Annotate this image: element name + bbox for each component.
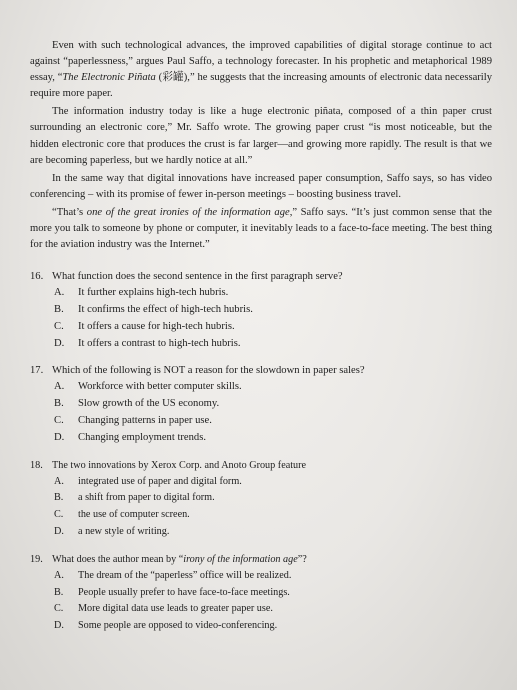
option-b bbox=[30, 302, 492, 319]
option-d bbox=[30, 618, 492, 635]
option-letter: D. bbox=[54, 620, 64, 632]
option-letter: A. bbox=[54, 569, 64, 581]
question-16 bbox=[30, 269, 492, 352]
option-b bbox=[30, 585, 492, 602]
option-letter: A. bbox=[54, 475, 64, 487]
option-letter: D. bbox=[54, 431, 65, 443]
option-c bbox=[30, 507, 492, 524]
option-text: Workforce with better computer skills. bbox=[78, 381, 242, 393]
question-stem bbox=[30, 552, 492, 568]
option-b bbox=[30, 490, 492, 507]
option-d bbox=[30, 524, 492, 541]
passage bbox=[30, 38, 492, 253]
question-stem bbox=[30, 458, 492, 474]
paragraph-4: “That’s one of the great ironies of the information age,” Saffo says. “It’s just common sense that the more you talk to someone by phone or computer, it inevitably leads to a face-to-face meeting. The best thing for the aviation industry was the Internet.” bbox=[30, 206, 492, 251]
option-text: Slow growth of the US economy. bbox=[78, 398, 220, 410]
option-b bbox=[30, 396, 492, 413]
question-number: 18. bbox=[30, 459, 43, 471]
option-text: Changing patterns in paper use. bbox=[78, 415, 212, 426]
document-page bbox=[30, 38, 492, 646]
option-a bbox=[30, 568, 492, 585]
option-c bbox=[30, 601, 492, 618]
option-letter: A. bbox=[54, 381, 65, 393]
questions bbox=[30, 269, 492, 635]
option-a bbox=[30, 474, 492, 491]
option-text: a new style of writing. bbox=[78, 525, 170, 537]
option-text: People usually prefer to have face-to-face meetings. bbox=[78, 586, 290, 598]
paragraph-1: Even with such technological advances, the improved capabilities of digital storage continue to act against “paperlessness,” argues Paul Saffo, a technology forecaster. In his prophetic and metaphorical 1989 essay, “The Electronic Piñata (彩罐),” he suggests that the increasing amounts of electronic data necessarily require more paper. bbox=[30, 40, 492, 100]
option-c bbox=[30, 413, 492, 430]
question-stem bbox=[30, 363, 492, 379]
option-letter: C. bbox=[54, 415, 64, 426]
option-letter: A. bbox=[54, 287, 65, 299]
option-text: the use of computer screen. bbox=[78, 509, 190, 521]
question-number: 16. bbox=[30, 271, 44, 283]
option-letter: B. bbox=[54, 398, 64, 410]
option-letter: B. bbox=[54, 304, 64, 316]
option-letter: C. bbox=[54, 320, 64, 332]
option-a bbox=[30, 379, 492, 396]
option-a bbox=[30, 285, 492, 302]
option-letter: B. bbox=[54, 492, 64, 504]
question-18 bbox=[30, 458, 492, 541]
option-text: It further explains high-tech hubris. bbox=[78, 287, 229, 299]
question-number: 19. bbox=[30, 553, 43, 565]
option-text: It offers a contrast to high-tech hubris. bbox=[78, 337, 241, 349]
paragraph-3: In the same way that digital innovations have increased paper consumption, Saffo says, so has video conferencing – with its promise of fewer in-person meetings – boosting business travel. bbox=[30, 172, 492, 200]
question-text: Which of the following is NOT a reason for the slowdown in paper sales? bbox=[52, 365, 365, 377]
option-letter: C. bbox=[54, 509, 64, 521]
option-text: The dream of the “paperless” office will be realized. bbox=[78, 569, 292, 581]
option-text: It offers a cause for high-tech hubris. bbox=[78, 320, 235, 332]
question-text: What does the author mean by “irony of the information age”? bbox=[52, 553, 307, 565]
question-text: What function does the second sentence in the first paragraph serve? bbox=[52, 271, 343, 283]
option-text: Changing employment trends. bbox=[78, 431, 206, 443]
question-stem bbox=[30, 269, 492, 285]
option-text: integrated use of paper and digital form. bbox=[78, 475, 242, 487]
question-19 bbox=[30, 552, 492, 635]
option-letter: B. bbox=[54, 586, 64, 598]
option-text: a shift from paper to digital form. bbox=[78, 492, 215, 504]
question-text: The two innovations by Xerox Corp. and Anoto Group feature bbox=[52, 459, 307, 471]
option-text: Some people are opposed to video-conferencing. bbox=[78, 620, 278, 632]
option-c bbox=[30, 319, 492, 336]
option-letter: C. bbox=[54, 603, 64, 615]
paragraph-2: The information industry today is like a huge electronic piñata, composed of a thin paper crust surrounding an electronic core,” Mr. Saffo wrote. The growing paper crust “is most noticeable, but the hidden electronic core that produces the crust is far larger—and growing more rapidly. The result is that we are becoming paperless, but we hardly notice at all.” bbox=[30, 106, 492, 166]
option-text: More digital data use leads to greater paper use. bbox=[78, 603, 273, 615]
option-letter: D. bbox=[54, 337, 65, 349]
option-d bbox=[30, 430, 492, 447]
option-letter: D. bbox=[54, 525, 64, 537]
option-d bbox=[30, 336, 492, 353]
option-text: It confirms the effect of high-tech hubris. bbox=[78, 304, 253, 316]
question-number: 17. bbox=[30, 365, 44, 377]
question-17 bbox=[30, 363, 492, 446]
